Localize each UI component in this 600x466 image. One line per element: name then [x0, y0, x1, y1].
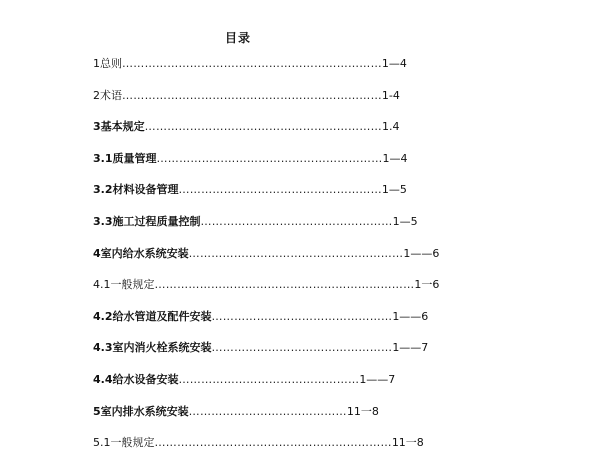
toc-entry	[93, 403, 439, 435]
toc-entry-label: 室内给水系统安装	[100, 246, 189, 260]
toc-entry	[93, 308, 439, 340]
toc-entry-label: 材料设备管理	[112, 183, 179, 197]
toc-leader-dots: ……………………………………………	[200, 214, 393, 228]
toc-entry-label: 一般规定	[110, 278, 155, 292]
toc-leader-dots: ……………………………………………………………	[122, 88, 382, 102]
toc-leader-dots: …………………………………………	[211, 309, 393, 323]
toc-entry-label: 给水设备安装	[112, 372, 179, 386]
table-of-contents	[93, 55, 439, 466]
toc-entry-label: 质量管理	[112, 151, 157, 165]
toc-entry-page: 11一8	[346, 404, 379, 418]
toc-entry-number: 4.2	[93, 309, 113, 323]
toc-entry-label: 施工过程质量控制	[112, 214, 201, 228]
toc-entry-page: 1——7	[392, 341, 429, 355]
toc-entry-label: 室内排水系统安装	[100, 404, 189, 418]
toc-entry-page: 1—4	[381, 57, 407, 70]
toc-title: 目录	[224, 31, 251, 45]
toc-leader-dots: ……………………………………………………………	[154, 278, 415, 292]
toc-entry-number: 3.3	[93, 214, 113, 228]
toc-entry-number: 4	[93, 246, 101, 260]
toc-entry-label: 室内消火栓系统安装	[112, 341, 212, 355]
toc-entry-label: 给水管道及配件安装	[112, 309, 212, 323]
toc-entry-page: 1——6	[392, 309, 429, 323]
toc-leader-dots: ………………………………………………………	[154, 436, 392, 450]
toc-entry-page: 1-4	[381, 88, 400, 102]
toc-entry-number: 4.3	[93, 341, 113, 355]
toc-entry-page: 1——7	[359, 372, 396, 386]
toc-leader-dots: ……………………………………	[188, 404, 347, 418]
toc-entry-label: 一般规定	[110, 436, 155, 450]
toc-entry	[93, 276, 439, 308]
toc-entry-number: 3.2	[93, 183, 113, 197]
toc-entry-number: 2	[93, 88, 100, 102]
toc-entry	[93, 339, 439, 371]
toc-entry	[93, 118, 439, 150]
toc-entry	[93, 371, 439, 403]
toc-entry-page: 1——6	[403, 246, 440, 260]
toc-entry-page: 1—5	[381, 183, 407, 197]
toc-entry-page: 1—5	[392, 214, 418, 228]
toc-entry-number: 3.1	[93, 151, 113, 165]
toc-entry-label: 总则	[100, 57, 122, 70]
toc-entry-number: 4.1	[93, 278, 111, 292]
toc-entry-page: 1一6	[414, 278, 440, 292]
toc-entry	[93, 213, 439, 245]
toc-entry	[93, 87, 439, 119]
toc-leader-dots: ………………………………………………………	[144, 120, 382, 134]
toc-entry-number: 5.1	[93, 436, 111, 450]
toc-leader-dots: ……………………………………………………	[156, 151, 383, 165]
toc-entry	[93, 55, 439, 87]
toc-leader-dots: …………………………………………………	[188, 246, 404, 260]
toc-entry-page: 1.4	[381, 120, 400, 134]
toc-entry-page: 1—4	[382, 151, 408, 165]
toc-leader-dots: ………………………………………………	[178, 183, 382, 197]
toc-entry-number: 4.4	[93, 372, 113, 386]
toc-entry-number: 5	[93, 404, 101, 418]
toc-leader-dots: ……………………………………………………………	[122, 57, 382, 70]
toc-entry	[93, 181, 439, 213]
toc-entry-number: 3	[93, 120, 101, 134]
toc-entry-label: 基本规定	[100, 120, 145, 134]
toc-entry-label: 术语	[100, 88, 122, 102]
toc-leader-dots: …………………………………………	[178, 372, 360, 386]
toc-entry	[93, 150, 439, 182]
toc-entry	[93, 245, 439, 277]
toc-leader-dots: …………………………………………	[211, 341, 393, 355]
toc-entry-page: 11一8	[391, 436, 424, 450]
toc-entry-number: 1	[93, 57, 100, 70]
